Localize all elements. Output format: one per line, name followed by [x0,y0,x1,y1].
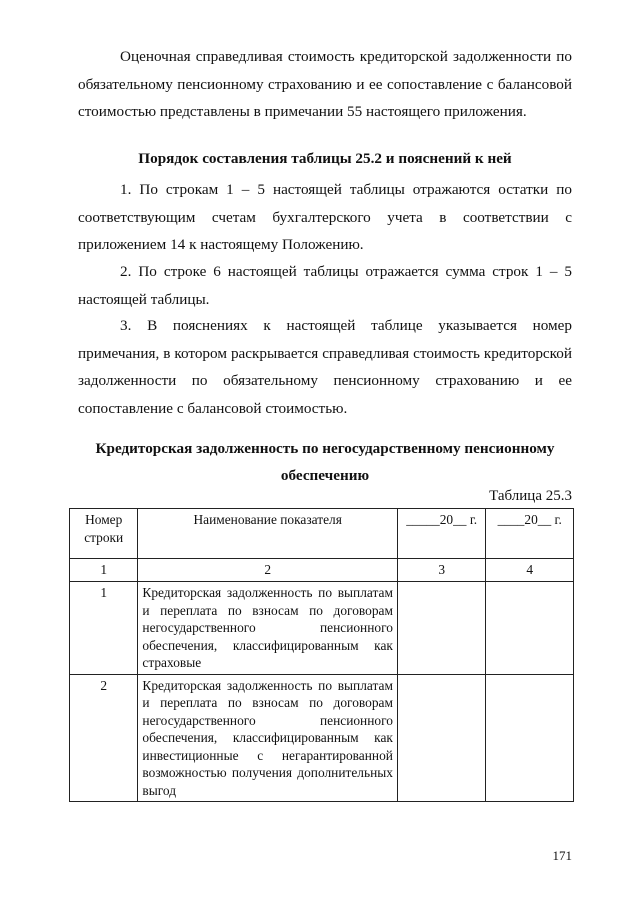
header-period-2: ____20__ г. [486,509,574,559]
header-indicator-name: Наименование показателя [138,509,398,559]
procedure-item-1: 1. По строкам 1 – 5 настоящей таблицы отражаются остатки по соответствующим счетам бухгалтерского учета в соответствии с приложением 14 к настоящему Положению. [78,181,572,253]
row-number: 2 [70,674,138,802]
row-number: 1 [70,582,138,675]
table-row [70,674,574,802]
page-number: 171 [552,848,572,863]
column-number-row [70,559,574,582]
row-value-period-2 [486,674,574,802]
column-number-1: 1 [70,559,138,582]
header-period-1: _____20__ г. [397,509,486,559]
column-number-4: 4 [486,559,574,582]
header-row-number: Номер строки [70,509,138,559]
data-table [69,508,574,802]
row-description: Кредиторская задолженность по выплатам и переплата по взносам по договорам негосударственного пенсионного обеспечения, классифицированным как инвестиционные с негарантированной возможностью получения дополнительных выгод [138,674,398,802]
procedure-heading: Порядок составления таблицы 25.2 и пояснений к ней [138,150,512,167]
row-value-period-1 [397,582,486,675]
table-title-line2: обеспечению [280,467,370,484]
column-number-3: 3 [397,559,486,582]
table-header-row [70,509,574,559]
row-value-period-1 [397,674,486,802]
row-value-period-2 [486,582,574,675]
intro-paragraph: Оценочная справедливая стоимость кредиторской задолженности по обязательному пенсионному страхованию и ее сопоставление с балансовой стоимостью представлены в примечании 55 настоящего приложения. [78,48,572,120]
row-description: Кредиторская задолженность по выплатам и переплата по взносам по договорам негосударственного пенсионного обеспечения, классифицированным как страховые [138,582,398,675]
procedure-item-2: 2. По строке 6 настоящей таблицы отражается сумма строк 1 – 5 настоящей таблицы. [78,263,572,308]
table-number-label: Таблица 25.3 [489,488,572,504]
procedure-item-3: 3. В пояснениях к настоящей таблице указывается номер примечания, в котором раскрывается справедливая стоимость кредиторской задолженности по обязательному пенсионному страхованию и ее сопоставление с балансовой стоимостью. [78,317,572,417]
column-number-2: 2 [138,559,398,582]
table-title-line1: Кредиторская задолженность по негосударственному пенсионному [95,440,555,457]
table-row [70,582,574,675]
